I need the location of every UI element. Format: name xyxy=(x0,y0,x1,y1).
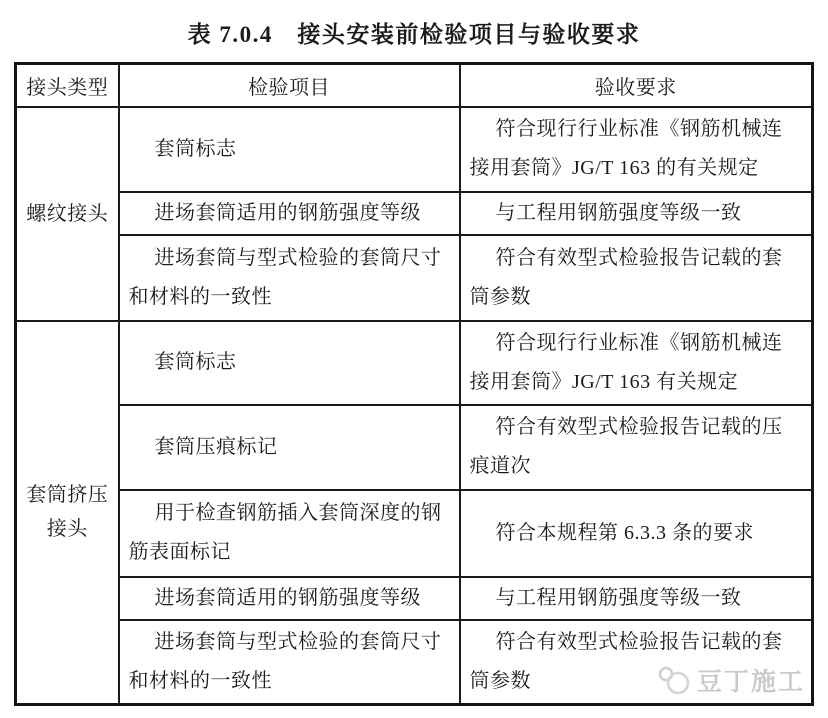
joint-type-threaded: 螺纹接头 xyxy=(16,107,119,321)
table-row xyxy=(16,235,813,321)
inspection-item: 进场套筒适用的钢筋强度等级 xyxy=(119,577,460,620)
inspection-item: 用于检查钢筋插入套筒深度的钢筋表面标记 xyxy=(119,490,460,577)
watermark xyxy=(656,662,805,698)
inspection-item: 进场套筒与型式检验的套筒尺寸和材料的一致性 xyxy=(119,235,460,321)
acceptance-requirement: 与工程用钢筋强度等级一致 xyxy=(460,192,813,235)
acceptance-requirement: 符合有效型式检验报告记载的套筒参数 xyxy=(460,620,813,705)
acceptance-requirement: 符合有效型式检验报告记载的套筒参数 xyxy=(460,235,813,321)
header-acceptance-requirement: 验收要求 xyxy=(460,64,813,107)
watermark-text: 豆丁施工 xyxy=(697,669,806,696)
inspection-table xyxy=(14,62,814,706)
table-row xyxy=(16,107,813,192)
table-title: 表 7.0.4 接头安装前检验项目与验收要求 xyxy=(187,22,641,47)
watermark-logo-icon xyxy=(656,664,692,696)
inspection-item: 套筒标志 xyxy=(119,321,460,405)
inspection-item: 进场套筒适用的钢筋强度等级 xyxy=(119,192,460,235)
acceptance-requirement: 符合有效型式检验报告记载的压痕道次 xyxy=(460,405,813,490)
table-row xyxy=(16,577,813,620)
header-inspection-item: 检验项目 xyxy=(119,64,460,107)
acceptance-requirement: 符合现行行业标准《钢筋机械连接用套筒》JG/T 163 有关规定 xyxy=(460,321,813,405)
inspection-item: 套筒标志 xyxy=(119,107,460,192)
joint-type-sleeve-extrusion: 套筒挤压接头 xyxy=(16,321,119,705)
table-row xyxy=(16,321,813,405)
table-row xyxy=(16,192,813,235)
acceptance-requirement: 与工程用钢筋强度等级一致 xyxy=(460,577,813,620)
table-row xyxy=(16,490,813,577)
inspection-item: 套筒压痕标记 xyxy=(119,405,460,490)
header-joint-type: 接头类型 xyxy=(16,64,119,107)
acceptance-requirement: 符合本规程第 6.3.3 条的要求 xyxy=(460,490,813,577)
acceptance-requirement: 符合现行行业标准《钢筋机械连接用套筒》JG/T 163 的有关规定 xyxy=(460,107,813,192)
table-header-row xyxy=(16,64,813,107)
table-row xyxy=(16,405,813,490)
inspection-item: 进场套筒与型式检验的套筒尺寸和材料的一致性 xyxy=(119,620,460,705)
